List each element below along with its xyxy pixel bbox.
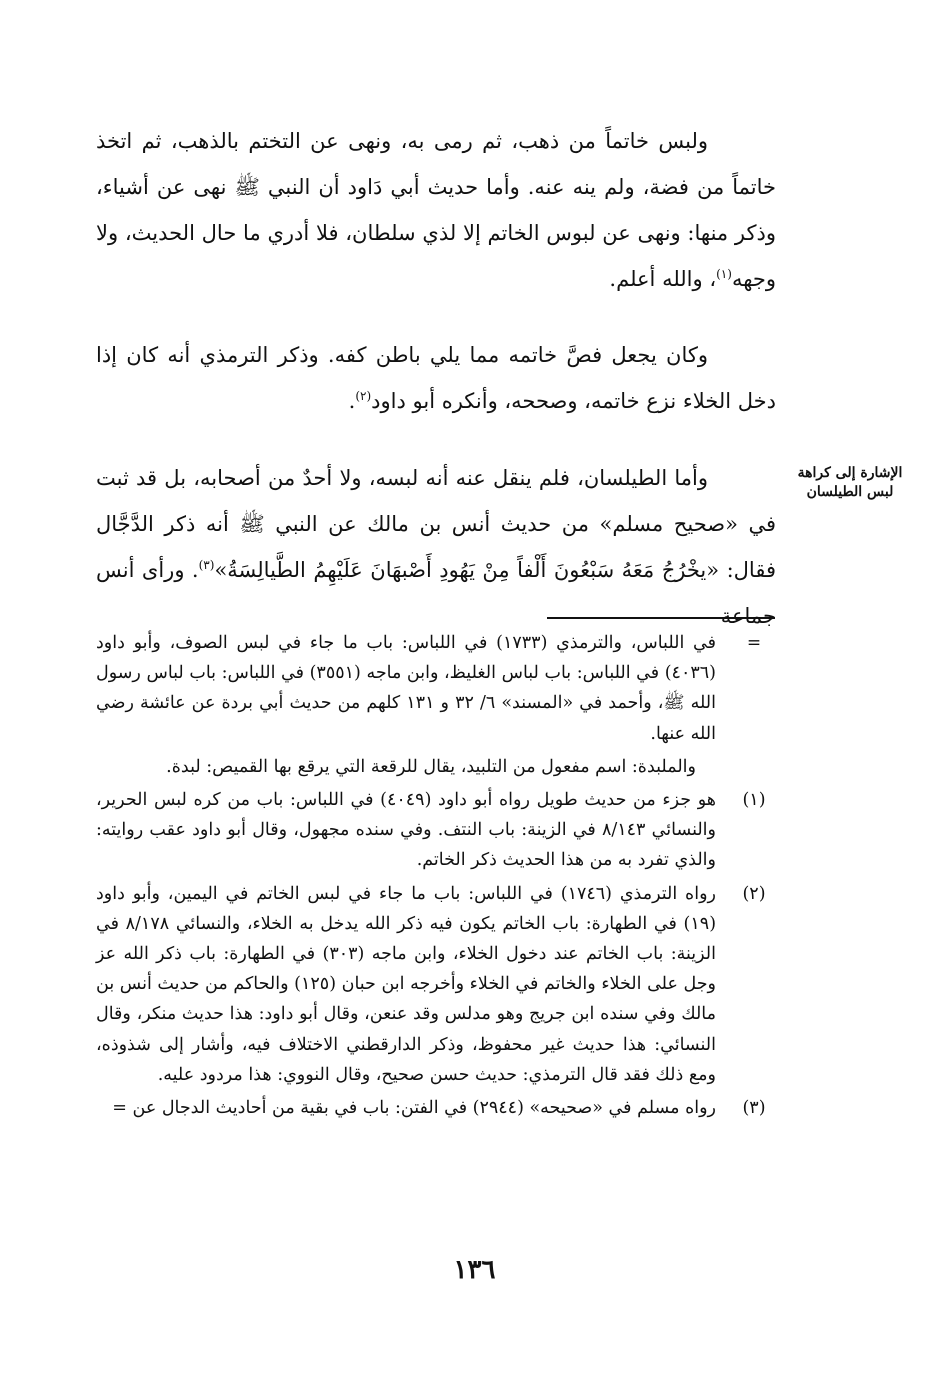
footnote-1 xyxy=(96,785,774,876)
paragraph-3-text: وأما الطيلسان، فلم ينقل عنه أنه لبسه، ولا أحدٌ من أصحابه، بل قد ثبت في «صحيح مسلم» من حديث أنس بن مالك عن النبي ﷺ أنه ذكر الدَّجَّال فقال: «يخْرُجُ مَعَهُ سَبْعُونَ أَلْفاً مِنْ يَهُودِ أَصْبهَانَ عَلَيْهِمُ الطَّيالِسَةُ» xyxy=(96,466,776,582)
footnote-continuation-extra xyxy=(96,752,774,782)
footnote-separator xyxy=(547,617,775,619)
footnote-text: هو جزء من حديث طويل رواه أبو داود (٤٠٤٩) في اللباس: باب من كره لبس الحرير، والنسائي ٨/١٤٣ في الزينة: باب النتف. وفي سنده مجهول، وقال أبو داود عقب روايته: والذي تفرد به من هذا الحديث ذكر الخاتم. xyxy=(96,790,716,871)
footnote-number: (٢) xyxy=(742,883,766,904)
footnote-continuation xyxy=(96,628,774,749)
footnote-ref-2: (٢) xyxy=(355,389,372,403)
footnotes xyxy=(96,628,774,1123)
page-number: ١٣٦ xyxy=(453,1255,496,1285)
paragraph-1-text: ولبس خاتماً من ذهب، ثم رمى به، ونهى عن التختم بالذهب، ثم اتخذ خاتماً من فضة، ولم ينه عنه. وأما حديث أبي دَاود أن النبي ﷺ نهى عن أشياء، وذكر منها: ونهى عن لبوس الخاتم إلا لذي سلطان، فلا أدري ما حال الحديث، ولا وجهه xyxy=(96,129,776,291)
paragraph-3-end: . ورأى أنس جماعة xyxy=(96,558,776,628)
footnote-2 xyxy=(96,879,774,1090)
footnote-ref-1: (١) xyxy=(716,267,732,281)
footnote-text: رواه الترمذي (١٧٤٦) في اللباس: باب ما جاء في لبس الخاتم في اليمين، وأبو داود (١٩) في الطهارة: باب الخاتم يكون فيه ذكر الله يدخل به الخلاء، والنسائي ٨/١٧٨ في الزينة: باب الخاتم عند دخول الخلاء، وابن ماجه (٣٠٣) في الطهارة: باب ذكر الله عز وجل على الخلاء والخاتم في الخلاء وأخرجه ابن حبان (١٢٥) والحاكم من حديث أنس بن مالك وفي سنده ابن جريج وهو مدلس وقد عنعن، وقال أبو داود: هذا حديث منكر، وقال النسائي: هذا حديث غير محفوظ، وذكر الدارقطني الاختلاف فيه، وأشار إلى شذوذه، ومع ذلك فقد قال الترمذي: حديث حسن صحيح، وقال النووي: هذا مردود عليه. xyxy=(96,883,717,1085)
paragraph-1 xyxy=(96,118,776,302)
paragraph-1-end: ، والله أعلم. xyxy=(609,267,717,291)
paragraph-3 xyxy=(96,455,776,639)
footnote-number: (١) xyxy=(742,790,766,811)
footnote-ref-3: (٣) xyxy=(198,558,215,572)
paragraph-2 xyxy=(96,332,776,424)
continuation-text: في اللباس، والترمذي (١٧٣٣) في اللباس: باب ما جاء في لبس الصوف، وأبو داود (٤٠٣٦) في اللباس: باب لباس الغليظ، وابن ماجه (٣٥٥١) في اللباس: باب لباس رسول الله ﷺ، وأحمد في «المسند» ٦/ ٣٢ و ١٣١ كلهم من حديث أبي بردة عن عائشة رضي الله عنها. xyxy=(96,633,716,744)
footnote-text: رواه مسلم في «صحيحه» (٢٩٤٤) في الفتن: باب في بقية من أحاديث الدجال عن = xyxy=(112,1098,716,1119)
continuation-mark: = xyxy=(746,633,762,653)
continuation-extra-text: والملبدة: اسم مفعول من التلبيد، يقال للرقعة التي يرقع بها القميص: لبدة. xyxy=(166,756,696,777)
footnote-3 xyxy=(96,1093,774,1123)
margin-heading: الإشارة إلى كراهة لبس الطيلسان xyxy=(797,465,903,500)
paragraph-2-end: . xyxy=(348,389,356,413)
paragraph-2-text: وكان يجعل فصَّ خاتمه مما يلي باطن كفه. وذكر الترمذي أنه كان إذا دخل الخلاء نزع خاتمه، وصححه، وأنكره أبو داود xyxy=(96,343,776,413)
footnote-number: (٣) xyxy=(742,1098,766,1119)
